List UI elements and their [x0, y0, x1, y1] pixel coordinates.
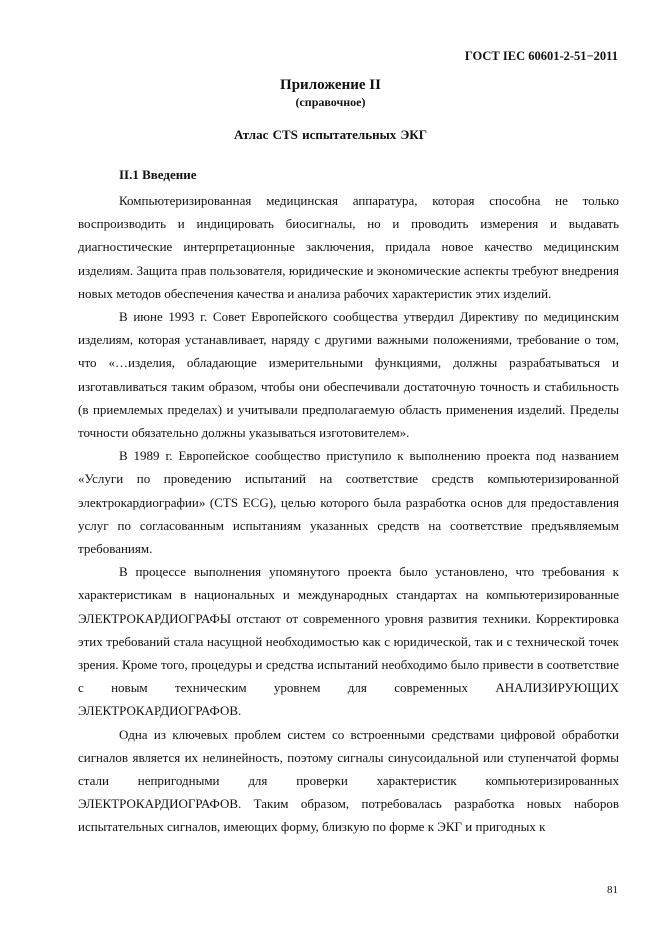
paragraph: В июне 1993 г. Совет Европейского сообщества утвердил Директиву по медицинским изделиям, которая устанавливает, наряду с другими важными положениями, требование о том, что «…изделия, обладающие измерительными функциями, должны разрабатываться и изготавливаться таким образом, чтобы они обеспечивали достаточную точность и стабильность (в приемлемых пределах) и учитывали предполагаемую область применения изделий. Пределы точности обязательно должны указываться изготовителем». — [78, 309, 619, 441]
atlas-title: Атлас CTS испытательных ЭКГ — [234, 127, 427, 142]
paragraph: В процессе выполнения упомянутого проекта было установлено, что требования к характеристикам в национальных и международных стандартах на компьютеризированные ЭЛЕКТРОКАРДИОГРАФЫ отстают от современного уровня развития техники. Корректировка этих требований стала насущной необходимостью как с юридической, так и с технической точек зрения. Кроме того, процедуры и средства испытаний необходимо было привести в соответствие с новым техническим уровнем для современных АНАЛИЗИРУЮЩИХ ЭЛЕКТРОКАРДИОГРАФОВ. — [78, 564, 619, 719]
appendix-title: Приложение II — [280, 77, 381, 93]
paragraph: В 1989 г. Европейское сообщество приступило к выполнению проекта под названием «Услуги по проведению испытаний на соответствие средств компьютеризированной электрокардиографии» (CTS ECG), целью которого была разработка основ для предоставления услуг по согласованным испытаниям указанных средств на соответствие предъявляемым требованиям. — [78, 448, 619, 557]
paragraph: Одна из ключевых проблем систем со встроенными средствами цифровой обработки сигналов является их нелинейность, поэтому сигналы синусоидальной или ступенчатой формы стали непригодными для проверки характеристик компьютеризированных ЭЛЕКТРОКАРДИОГРАФОВ. Таким образом, потребовалась разработка новых наборов испытательных сигналов, имеющих форму, близкую по форме к ЭКГ и пригодных к — [78, 726, 619, 835]
appendix-subtitle: (справочное) — [295, 95, 366, 109]
page-number: 81 — [607, 884, 618, 896]
section-heading: II.1 Введение — [119, 167, 197, 182]
paragraph: Компьютеризированная медицинская аппаратура, которая способна не только воспроизводить и индицировать биосигналы, но и проводить измерения и выдавать диагностические интерпретационные заключения, придала новое качество медицинским изделиям. Защита прав пользователя, юридические и экономические аспекты требуют внедрения новых методов обеспечения качества и анализа рабочих характеристик этих изделий. — [78, 193, 619, 301]
standard-number: ГОСТ IEC 60601-2-51−2011 — [464, 49, 618, 63]
body-text — [78, 189, 619, 839]
